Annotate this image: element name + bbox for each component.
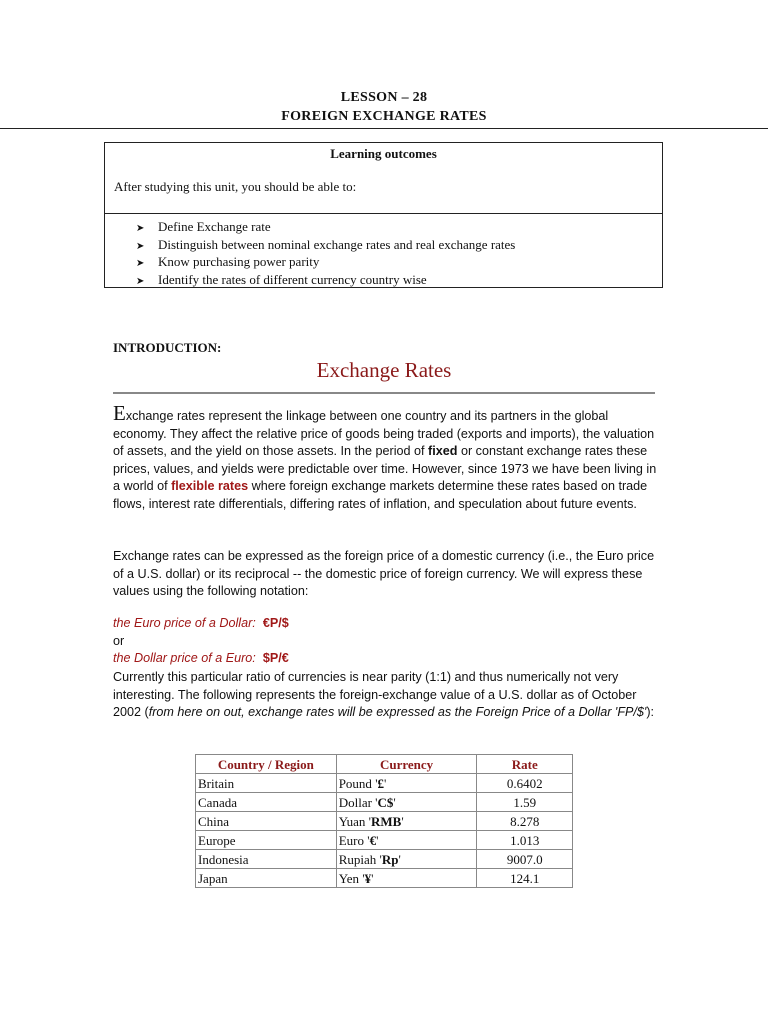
country-cell: Indonesia — [196, 850, 337, 869]
list-item: ➤ Define Exchange rate — [136, 218, 515, 236]
exchange-rates-table — [195, 754, 573, 888]
column-header: Currency — [336, 755, 477, 774]
lesson-title: FOREIGN EXCHANGE RATES — [281, 109, 487, 124]
bold-fixed: fixed — [428, 444, 458, 459]
column-header: Country / Region — [196, 755, 337, 774]
list-item: ➤ Know purchasing power parity — [136, 253, 515, 271]
list-item: ➤ Identify the rates of different currency country wise — [136, 271, 515, 289]
outcomes-list — [136, 218, 515, 288]
currency-cell: Pound '£' — [336, 774, 477, 793]
table-row — [196, 850, 573, 869]
rate-cell: 8.278 — [477, 812, 573, 831]
notation-dollar-price: the Dollar price of a Euro: $P/€ — [113, 651, 289, 665]
notation-or: or — [113, 634, 125, 648]
list-item: ➤ Distinguish between nominal exchange rates and real exchange rates — [136, 236, 515, 254]
dropcap: E — [113, 401, 126, 425]
country-cell: Canada — [196, 793, 337, 812]
outcomes-heading: Learning outcomes — [330, 146, 437, 161]
table-row — [196, 812, 573, 831]
currency-cell: Dollar 'C$' — [336, 793, 477, 812]
table-row — [196, 831, 573, 850]
rate-cell: 1.013 — [477, 831, 573, 850]
country-cell: Japan — [196, 869, 337, 888]
outcomes-intro: After studying this unit, you should be able to: — [114, 179, 357, 194]
paragraph-notation: Exchange rates can be expressed as the foreign price of a domestic currency (i.e., the Euro price of a U.S. dollar) or its reciprocal -- the domestic price of foreign currency. We will express these values using the following notation: — [113, 549, 655, 599]
currency-cell: Yen '¥' — [336, 869, 477, 888]
table-row — [196, 774, 573, 793]
table-row — [196, 793, 573, 812]
country-cell: Europe — [196, 831, 337, 850]
arrow-bullet-icon: ➤ — [136, 223, 145, 234]
rate-cell: 9007.0 — [477, 850, 573, 869]
currency-cell: Euro '€' — [336, 831, 477, 850]
arrow-bullet-icon: ➤ — [136, 258, 145, 269]
paragraph-exchange-rates: Exchange rates represent the linkage between one country and its partners in the global economy. They affect the relative price of goods being traded (exports and imports), the valuation of assets, and the yield on those assets. In the period of fixed or constant exchange rates these prices, values, and yields were predictable over time. However, since 1973 we have been living in a world of flexible rates where foreign exchange markets determine these rates based on trade flows, interest rate differentials, differing rates of inflation, and speculation about future events. — [113, 401, 657, 511]
highlight-flexible-rates: flexible rates — [171, 479, 249, 494]
rate-cell: 0.6402 — [477, 774, 573, 793]
notation-euro-price: the Euro price of a Dollar: €P/$ — [113, 616, 289, 630]
currency-cell: Rupiah 'Rp' — [336, 850, 477, 869]
rate-cell: 1.59 — [477, 793, 573, 812]
country-cell: China — [196, 812, 337, 831]
table-row — [196, 869, 573, 888]
paragraph-parity: Currently this particular ratio of currencies is near parity (1:1) and thus numerically not very interesting. The following represents the foreign-exchange value of a U.S. dollar as of October 2002 (from here on out, exchange rates will be expressed as the Foreign Price of a Dollar 'FP/$'): — [113, 670, 655, 720]
table-header-row — [196, 755, 573, 774]
column-header: Rate — [477, 755, 573, 774]
arrow-bullet-icon: ➤ — [136, 240, 145, 252]
lesson-number: LESSON – 28 — [340, 90, 428, 105]
header-divider — [0, 128, 768, 129]
currency-cell: Yuan 'RMB' — [336, 812, 477, 831]
introduction-heading: INTRODUCTION: — [113, 340, 222, 355]
arrow-bullet-icon: ➤ — [136, 275, 145, 287]
section-divider — [113, 392, 655, 394]
country-cell: Britain — [196, 774, 337, 793]
section-title: Exchange Rates — [316, 358, 452, 382]
rate-cell: 124.1 — [477, 869, 573, 888]
